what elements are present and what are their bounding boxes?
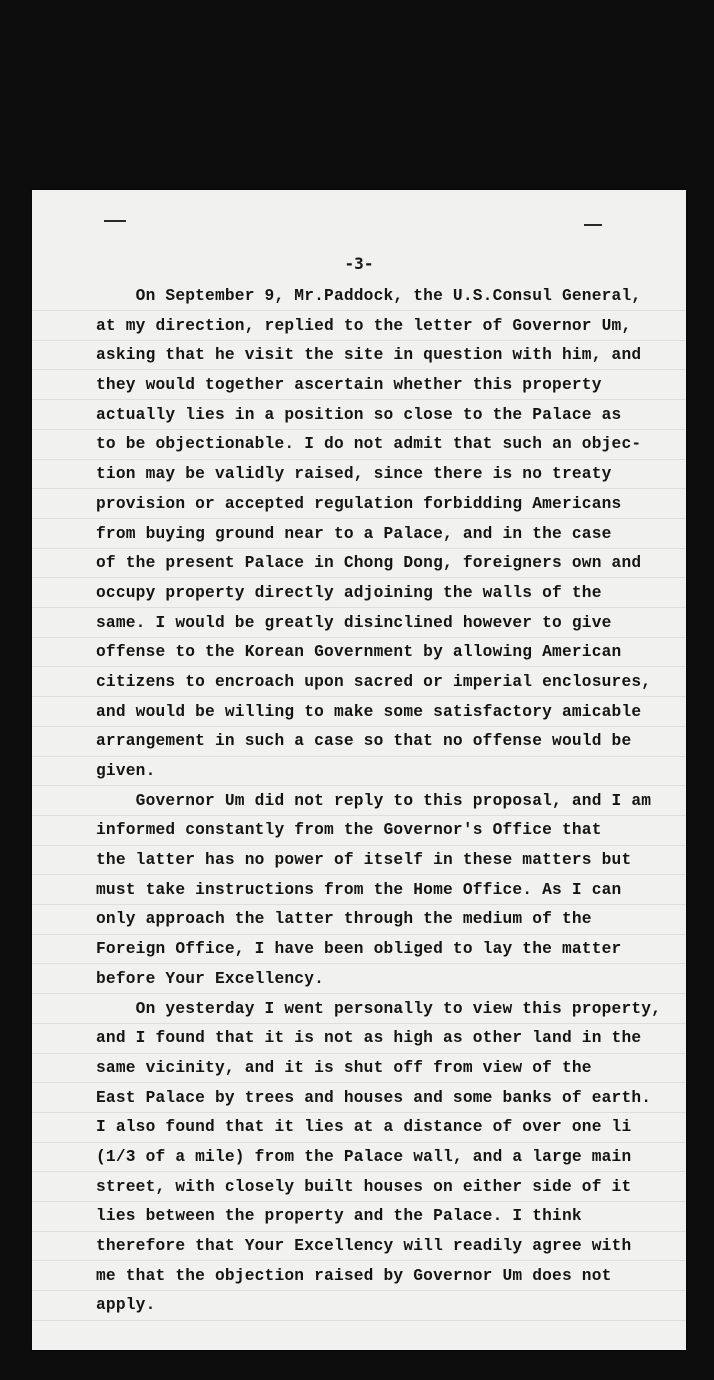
text-line: citizens to encroach upon sacred or imperial enclosures, bbox=[96, 672, 652, 691]
text-line: and would be willing to make some satisfactory amicable bbox=[96, 702, 642, 721]
text-line: I also found that it lies at a distance of over one li bbox=[96, 1118, 632, 1137]
text-line: arrangement in such a case so that no offense would be bbox=[96, 732, 632, 751]
text-line: Governor Um did not reply to this proposal, and I am bbox=[96, 791, 652, 810]
text-line: offense to the Korean Government by allowing American bbox=[96, 643, 622, 662]
margin-mark bbox=[584, 224, 602, 226]
text-line: same. I would be greatly disinclined however to give bbox=[96, 613, 612, 632]
page-number: -3- bbox=[344, 254, 374, 273]
text-line: apply. bbox=[96, 1296, 156, 1315]
text-line: to be objectionable. I do not admit that such an objec- bbox=[96, 435, 642, 454]
text-line: (1/3 of a mile) from the Palace wall, and a large main bbox=[96, 1147, 632, 1166]
text-line: street, with closely built houses on either side of it bbox=[96, 1177, 632, 1196]
paper-rule bbox=[32, 1350, 686, 1351]
text-line: actually lies in a position so close to the Palace as bbox=[96, 405, 622, 424]
text-line: occupy property directly adjoining the walls of the bbox=[96, 583, 602, 602]
text-line: informed constantly from the Governor's Office that bbox=[96, 821, 602, 840]
text-line: provision or accepted regulation forbidding Americans bbox=[96, 494, 622, 513]
letter-body bbox=[96, 282, 676, 1321]
text-line: On September 9, Mr.Paddock, the U.S.Consul General, bbox=[96, 287, 642, 305]
text-line: from buying ground near to a Palace, and in the case bbox=[96, 524, 612, 543]
text-line: only approach the latter through the medium of the bbox=[96, 910, 592, 929]
text-line: before Your Excellency. bbox=[96, 969, 325, 988]
margin-mark bbox=[104, 220, 126, 222]
typed-letter-page bbox=[32, 190, 686, 1350]
text-line: On yesterday I went personally to view this property, bbox=[96, 999, 662, 1018]
text-line: therefore that Your Excellency will readily agree with bbox=[96, 1237, 632, 1255]
text-line: me that the objection raised by Governor Um does not bbox=[96, 1266, 612, 1285]
text-line: East Palace by trees and houses and some banks of earth. bbox=[96, 1088, 652, 1107]
text-line: Foreign Office, I have been obliged to lay the matter bbox=[96, 940, 622, 959]
text-line: lies between the property and the Palace. I think bbox=[96, 1207, 582, 1226]
text-line: same vicinity, and it is shut off from view of the bbox=[96, 1058, 592, 1077]
text-line: they would together ascertain whether this property bbox=[96, 376, 602, 395]
text-line: given. bbox=[96, 762, 156, 780]
text-line: the latter has no power of itself in these matters but bbox=[96, 851, 632, 870]
text-line: asking that he visit the site in question with him, and bbox=[96, 346, 642, 365]
text-line: must take instructions from the Home Office. As I can bbox=[96, 880, 622, 899]
text-line: at my direction, replied to the letter of Governor Um, bbox=[96, 316, 632, 335]
text-line: tion may be validly raised, since there is no treaty bbox=[96, 465, 612, 484]
text-line: and I found that it is not as high as other land in the bbox=[96, 1029, 642, 1048]
text-line: of the present Palace in Chong Dong, foreigners own and bbox=[96, 554, 642, 573]
